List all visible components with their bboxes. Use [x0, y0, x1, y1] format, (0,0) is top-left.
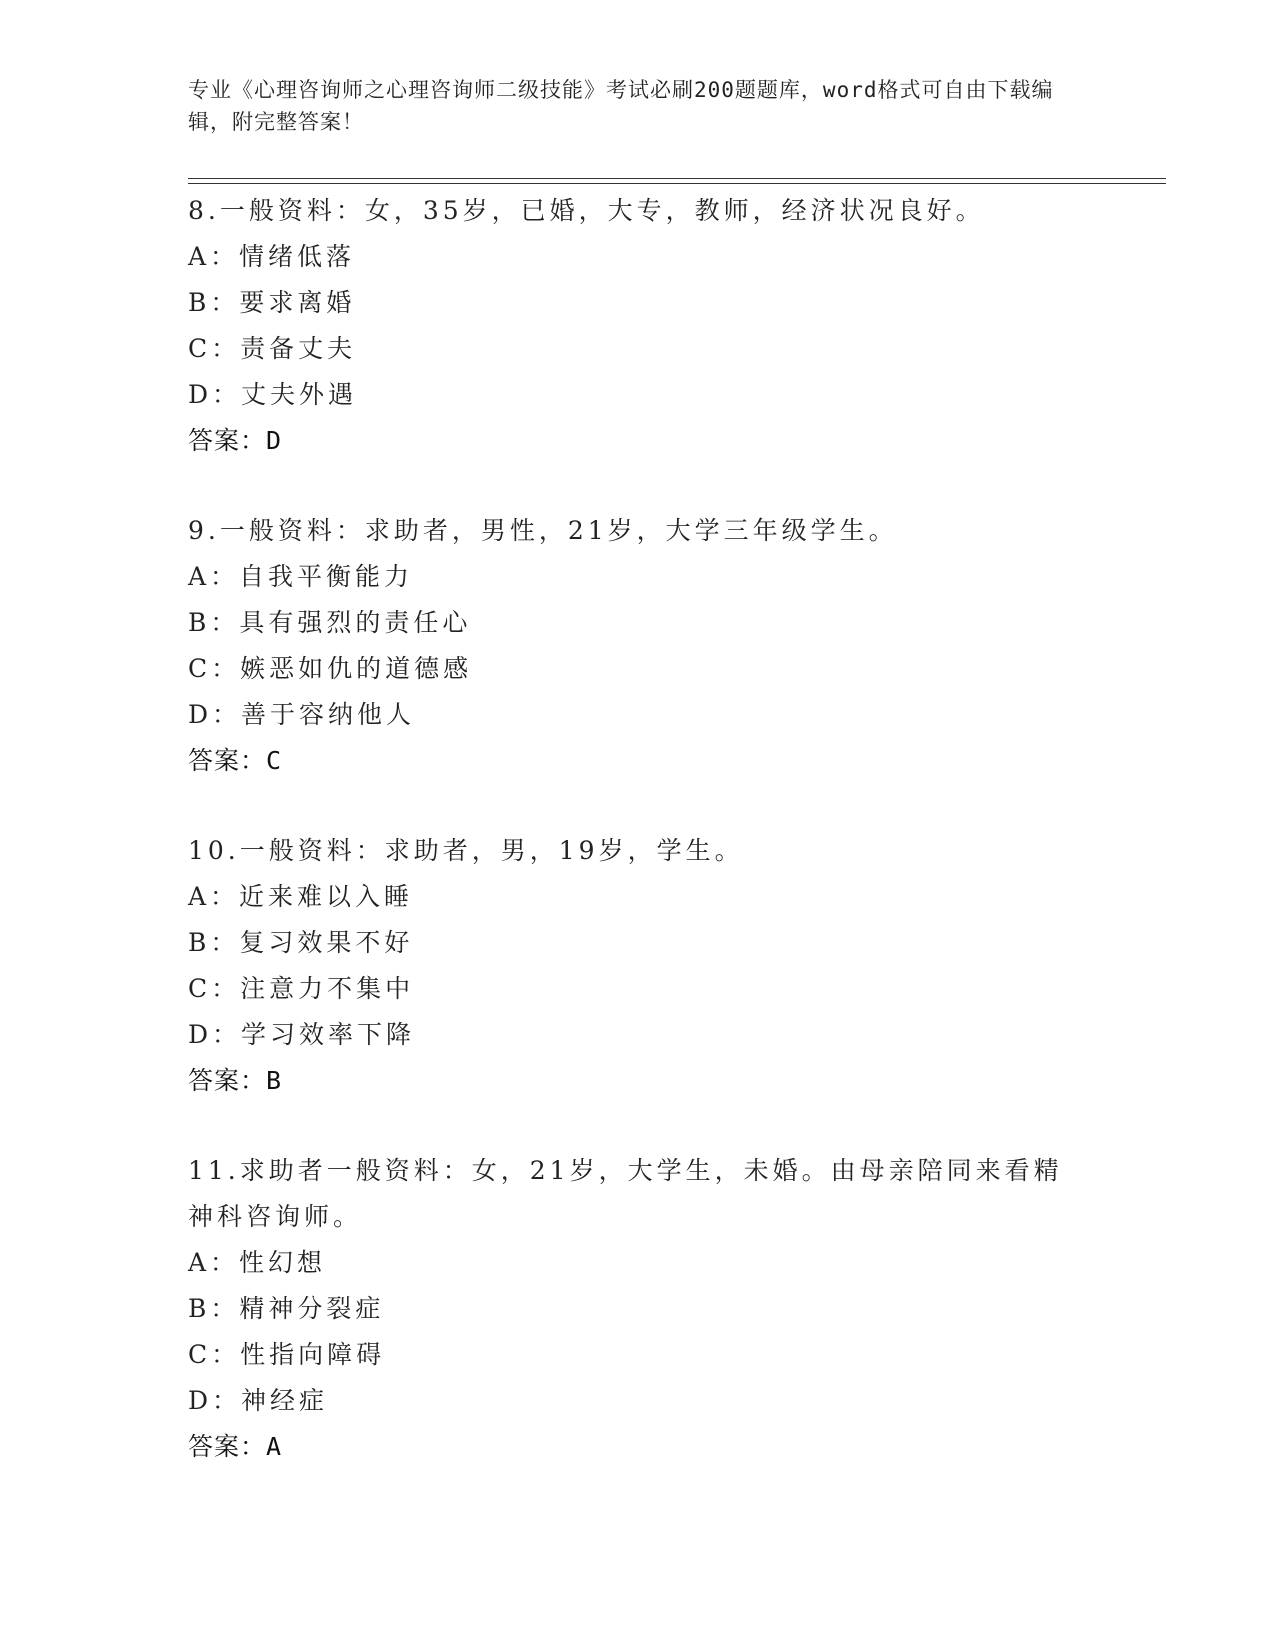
option-c: C：责备丈夫 [188, 334, 357, 363]
answer-line: 答案：B [188, 1066, 283, 1095]
question-list [188, 188, 1088, 1514]
option-c: C：注意力不集中 [188, 974, 415, 1003]
header-divider-bottom [188, 183, 1166, 184]
question-10 [188, 828, 1088, 1104]
question-8 [188, 188, 1088, 464]
option-d: D：学习效率下降 [188, 1020, 416, 1049]
option-c: C：性指向障碍 [188, 1340, 386, 1369]
question-stem: 10.一般资料：求助者，男，19岁，学生。 [188, 836, 744, 865]
option-d: D：善于容纳他人 [188, 700, 416, 729]
option-b: B：精神分裂症 [188, 1294, 385, 1323]
header-text: 专业《心理咨询师之心理咨询师二级技能》考试必刷200题题库，word格式可自由下载编辑，附完整答案！ [188, 78, 1054, 134]
question-stem: 9.一般资料：求助者，男性，21岁，大学三年级学生。 [188, 516, 898, 545]
option-c: C：嫉恶如仇的道德感 [188, 654, 473, 683]
question-9 [188, 508, 1088, 784]
option-b: B：要求离婚 [188, 288, 356, 317]
question-stem: 8.一般资料：女，35岁，已婚，大专，教师，经济状况良好。 [188, 196, 985, 225]
option-b: B：具有强烈的责任心 [188, 608, 472, 637]
question-11 [188, 1148, 1088, 1470]
option-d: D：丈夫外遇 [188, 380, 358, 409]
answer-line: 答案：D [188, 426, 283, 455]
answer-line: 答案：C [188, 746, 283, 775]
option-a: A：自我平衡能力 [188, 562, 414, 591]
option-a: A：性幻想 [188, 1248, 327, 1277]
answer-line: 答案：A [188, 1432, 283, 1461]
document-header [188, 74, 1068, 138]
question-stem: 11.求助者一般资料：女，21岁，大学生，未婚。由母亲陪同来看精神科咨询师。 [188, 1156, 1063, 1231]
option-b: B：复习效果不好 [188, 928, 414, 957]
header-divider-top [188, 178, 1166, 179]
option-a: A：近来难以入睡 [188, 882, 414, 911]
option-d: D：神经症 [188, 1386, 329, 1415]
option-a: A：情绪低落 [188, 242, 356, 271]
